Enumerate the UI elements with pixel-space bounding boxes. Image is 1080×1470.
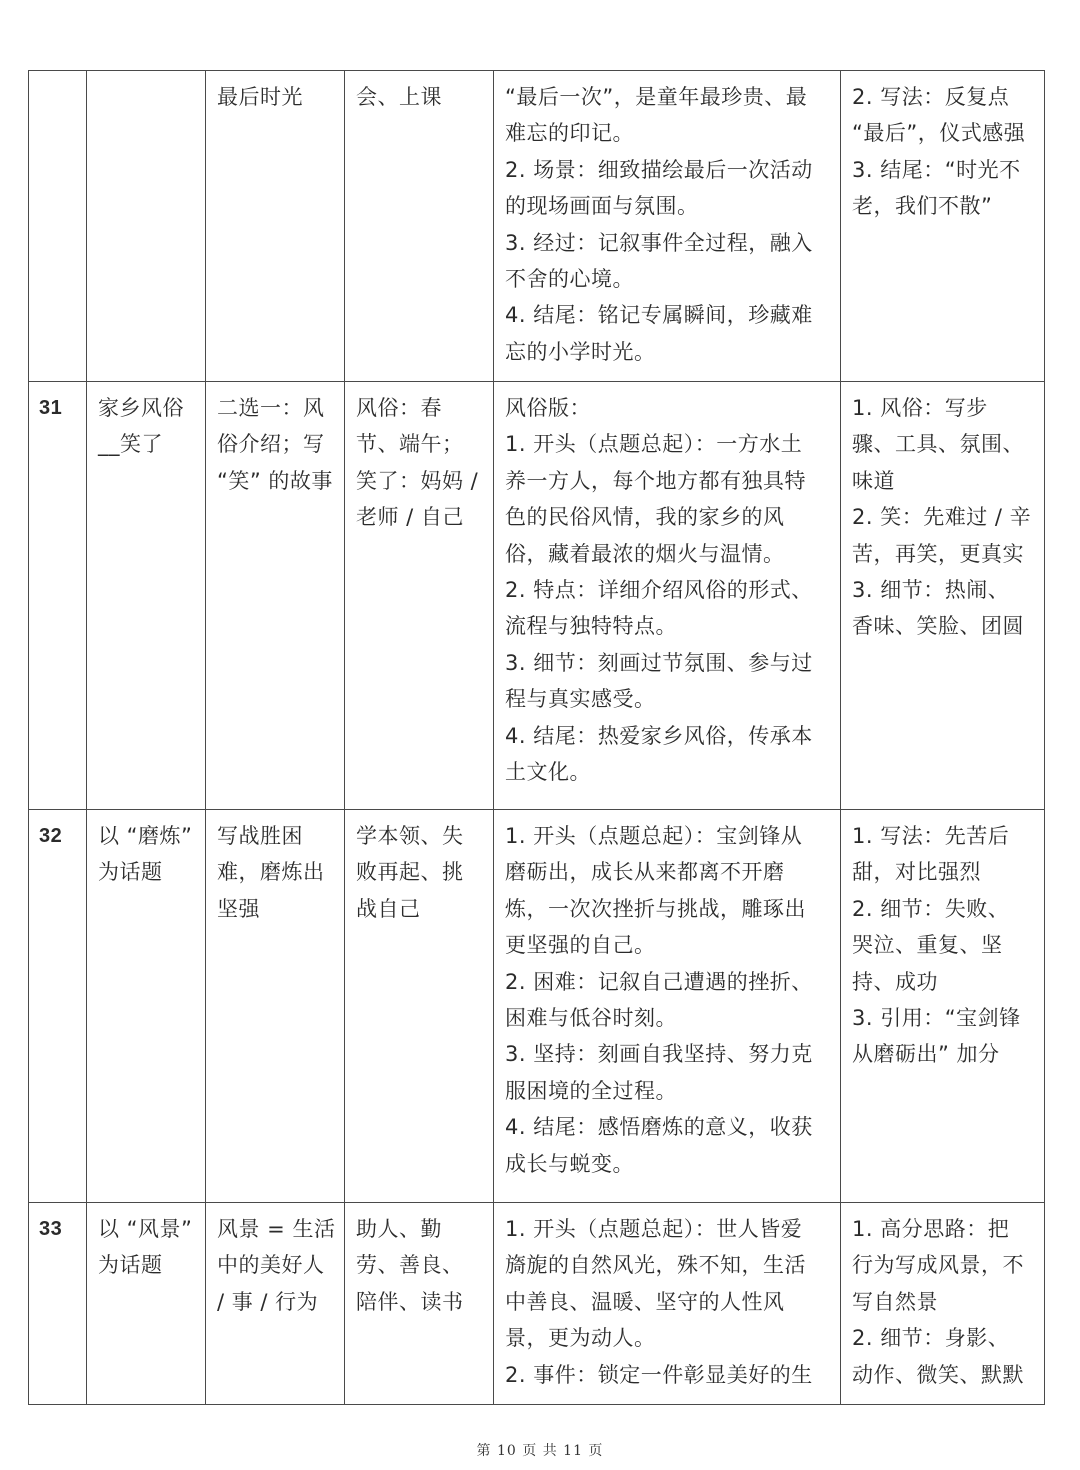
cell-text-line: 程与真实感受。 (505, 687, 656, 712)
cell-text-line: 景，更为动人。 (505, 1326, 656, 1351)
material-cell (345, 810, 494, 1203)
tips-cell (841, 810, 1045, 1203)
cell-text-line: 的现场画面与氛围。 (505, 194, 699, 219)
cell-text-line: 3. 引用：“宝剑锋 (852, 1006, 1021, 1031)
cell-text-line: 3. 结尾：“时光不 (852, 157, 1021, 182)
cell-text-line: 养一方人，每个地方都有独具特 (505, 468, 806, 493)
cell-text-line: 俗介绍；写 (217, 432, 325, 457)
cell-text-line: 1. 写法：先苦后 (852, 824, 1010, 848)
idea-cell (206, 810, 345, 1203)
cell-text-line: 2. 写法：反复点 (852, 85, 1010, 109)
cell-text-line: 旖旎的自然风光，殊不知，生活 (505, 1253, 806, 1278)
cell-text-line: 节、端午； (356, 432, 464, 457)
cell-text-line: “最后”，仪式感强 (852, 121, 1026, 146)
number-cell (29, 71, 87, 382)
cell-text-line: 最后时光 (217, 85, 303, 109)
cell-text-line: 二选一：风 (217, 396, 325, 420)
cell-text-line: 香味、笑脸、团圆 (852, 614, 1024, 639)
cell-text-line: 4. 结尾：感悟磨炼的意义，收获 (505, 1115, 813, 1140)
cell-text-line: 老师 / 自己 (356, 505, 464, 530)
cell-text-line: 更坚强的自己。 (505, 933, 656, 958)
cell-text-line: 为话题 (98, 1253, 163, 1278)
cell-text-line: 写战胜困 (217, 824, 303, 848)
cell-text-line: 笑了：妈妈 / (356, 468, 479, 493)
cell-text-line: 陪伴、读书 (356, 1289, 464, 1314)
cell-text-line: / 事 / 行为 (217, 1289, 319, 1314)
cell-text-line: 老，我们不散” (852, 194, 993, 219)
table-body (29, 71, 1045, 1405)
topic-cell (87, 71, 206, 382)
structure-cell (494, 71, 841, 382)
cell-text-line: 会、上课 (356, 85, 442, 109)
cell-text-line: 土文化。 (505, 760, 591, 785)
cell-text-line: 战自己 (356, 896, 421, 921)
cell-text-line: 3. 经过：记叙事件全过程，融入 (505, 230, 813, 255)
material-cell (345, 382, 494, 810)
cell-text-line: 4. 结尾：热爱家乡风俗，传承本 (505, 723, 813, 748)
number-cell: 32 (29, 810, 87, 1203)
cell-text-line: 风景 = 生活 (217, 1217, 336, 1241)
cell-text-line: 败再起、挑 (356, 860, 464, 885)
cell-text-line: “最后一次”，是童年最珍贵、最 (505, 85, 808, 109)
cell-text-line: 写自然景 (852, 1289, 938, 1314)
material-cell (345, 71, 494, 382)
cell-text-line: 动作、微笑、默默 (852, 1362, 1024, 1387)
topic-cell (87, 1203, 206, 1405)
cell-text-line: 3. 细节：热闹、 (852, 578, 1010, 603)
material-cell (345, 1203, 494, 1405)
cell-text-line: 1. 开头（点题总起）：世人皆爱 (505, 1217, 803, 1241)
tips-cell (841, 1203, 1045, 1405)
essay-guide-table (28, 70, 1045, 1405)
topic-cell (87, 810, 206, 1203)
cell-text-line: 难，磨炼出 (217, 860, 325, 885)
cell-text-line: 2. 场景：细致描绘最后一次活动 (505, 157, 813, 182)
cell-text-line: 从磨砺出” 加分 (852, 1042, 1000, 1067)
tips-cell (841, 382, 1045, 810)
cell-text-line: 风俗：春 (356, 396, 442, 420)
cell-text-line: 以 “磨炼” (98, 824, 193, 848)
cell-text-line: 1. 开头（点题总起）：宝剑锋从 (505, 824, 803, 848)
cell-text-line: 持、成功 (852, 969, 938, 994)
idea-cell (206, 1203, 345, 1405)
cell-text-line: 俗，藏着最浓的烟火与温情。 (505, 541, 785, 566)
page-footer: 第 10 页 共 11 页 (476, 1443, 604, 1459)
cell-text-line: 2. 细节：身影、 (852, 1326, 1010, 1351)
cell-text-line: 坚强 (217, 896, 260, 921)
tips-cell (841, 71, 1045, 382)
cell-text-line: 4. 结尾：铭记专属瞬间，珍藏难 (505, 303, 813, 328)
cell-text-line: __笑了 (98, 432, 163, 457)
cell-text-line: 2. 笑：先难过 / 辛 (852, 505, 1032, 530)
cell-text-line: 1. 高分思路：把 (852, 1217, 1010, 1241)
cell-text-line: 为话题 (98, 860, 163, 885)
cell-text-line: 2. 特点：详细介绍风俗的形式、 (505, 578, 813, 603)
cell-text-line: 风俗版： (505, 396, 591, 420)
table-row (29, 810, 1045, 1203)
structure-cell (494, 1203, 841, 1405)
cell-text-line: 3. 细节：刻画过节氛围、参与过 (505, 650, 813, 675)
cell-text-line: 行为写成风景，不 (852, 1253, 1024, 1278)
cell-text-line: 劳、善良、 (356, 1253, 464, 1278)
cell-text-line: 炼，一次次挫折与挑战，雕琢出 (505, 896, 806, 921)
table-row (29, 1203, 1045, 1405)
cell-text-line: 味道 (852, 468, 895, 493)
cell-text-line: “笑” 的故事 (217, 468, 333, 493)
cell-text-line: 磨砺出，成长从来都离不开磨 (505, 860, 785, 885)
table-row (29, 382, 1045, 810)
cell-text-line: 2. 细节：失败、 (852, 896, 1010, 921)
table-row (29, 71, 1045, 382)
cell-text-line: 学本领、失 (356, 824, 464, 848)
cell-text-line: 成长与蜕变。 (505, 1151, 634, 1176)
cell-text-line: 2. 困难：记叙自己遭遇的挫折、 (505, 969, 813, 994)
cell-text-line: 中的美好人 (217, 1253, 325, 1278)
cell-text-line: 不舍的心境。 (505, 267, 634, 292)
cell-text-line: 难忘的印记。 (505, 121, 634, 146)
cell-text-line: 困难与低谷时刻。 (505, 1006, 677, 1031)
structure-cell (494, 810, 841, 1203)
cell-text-line: 甜，对比强烈 (852, 860, 981, 885)
topic-cell (87, 382, 206, 810)
cell-text-line: 苦，再笑，更真实 (852, 541, 1024, 566)
cell-text-line: 以 “风景” (98, 1217, 193, 1241)
cell-text-line: 忘的小学时光。 (505, 339, 656, 364)
cell-text-line: 助人、勤 (356, 1217, 442, 1241)
cell-text-line: 3. 坚持：刻画自我坚持、努力克 (505, 1042, 813, 1067)
cell-text-line: 哭泣、重复、坚 (852, 933, 1003, 958)
cell-text-line: 1. 开头（点题总起）：一方水土 (505, 432, 803, 457)
idea-cell (206, 71, 345, 382)
cell-text-line: 家乡风俗 (98, 396, 184, 420)
structure-cell (494, 382, 841, 810)
cell-text-line: 流程与独特特点。 (505, 614, 677, 639)
cell-text-line: 服困境的全过程。 (505, 1078, 677, 1103)
cell-text-line: 骤、工具、氛围、 (852, 432, 1024, 457)
number-cell: 33 (29, 1203, 87, 1405)
cell-text-line: 1. 风俗：写步 (852, 396, 988, 420)
cell-text-line: 色的民俗风情，我的家乡的风 (505, 505, 785, 530)
cell-text-line: 2. 事件：锁定一件彰显美好的生 (505, 1362, 813, 1387)
idea-cell (206, 382, 345, 810)
number-cell: 31 (29, 382, 87, 810)
cell-text-line: 中善良、温暖、坚守的人性风 (505, 1289, 785, 1314)
